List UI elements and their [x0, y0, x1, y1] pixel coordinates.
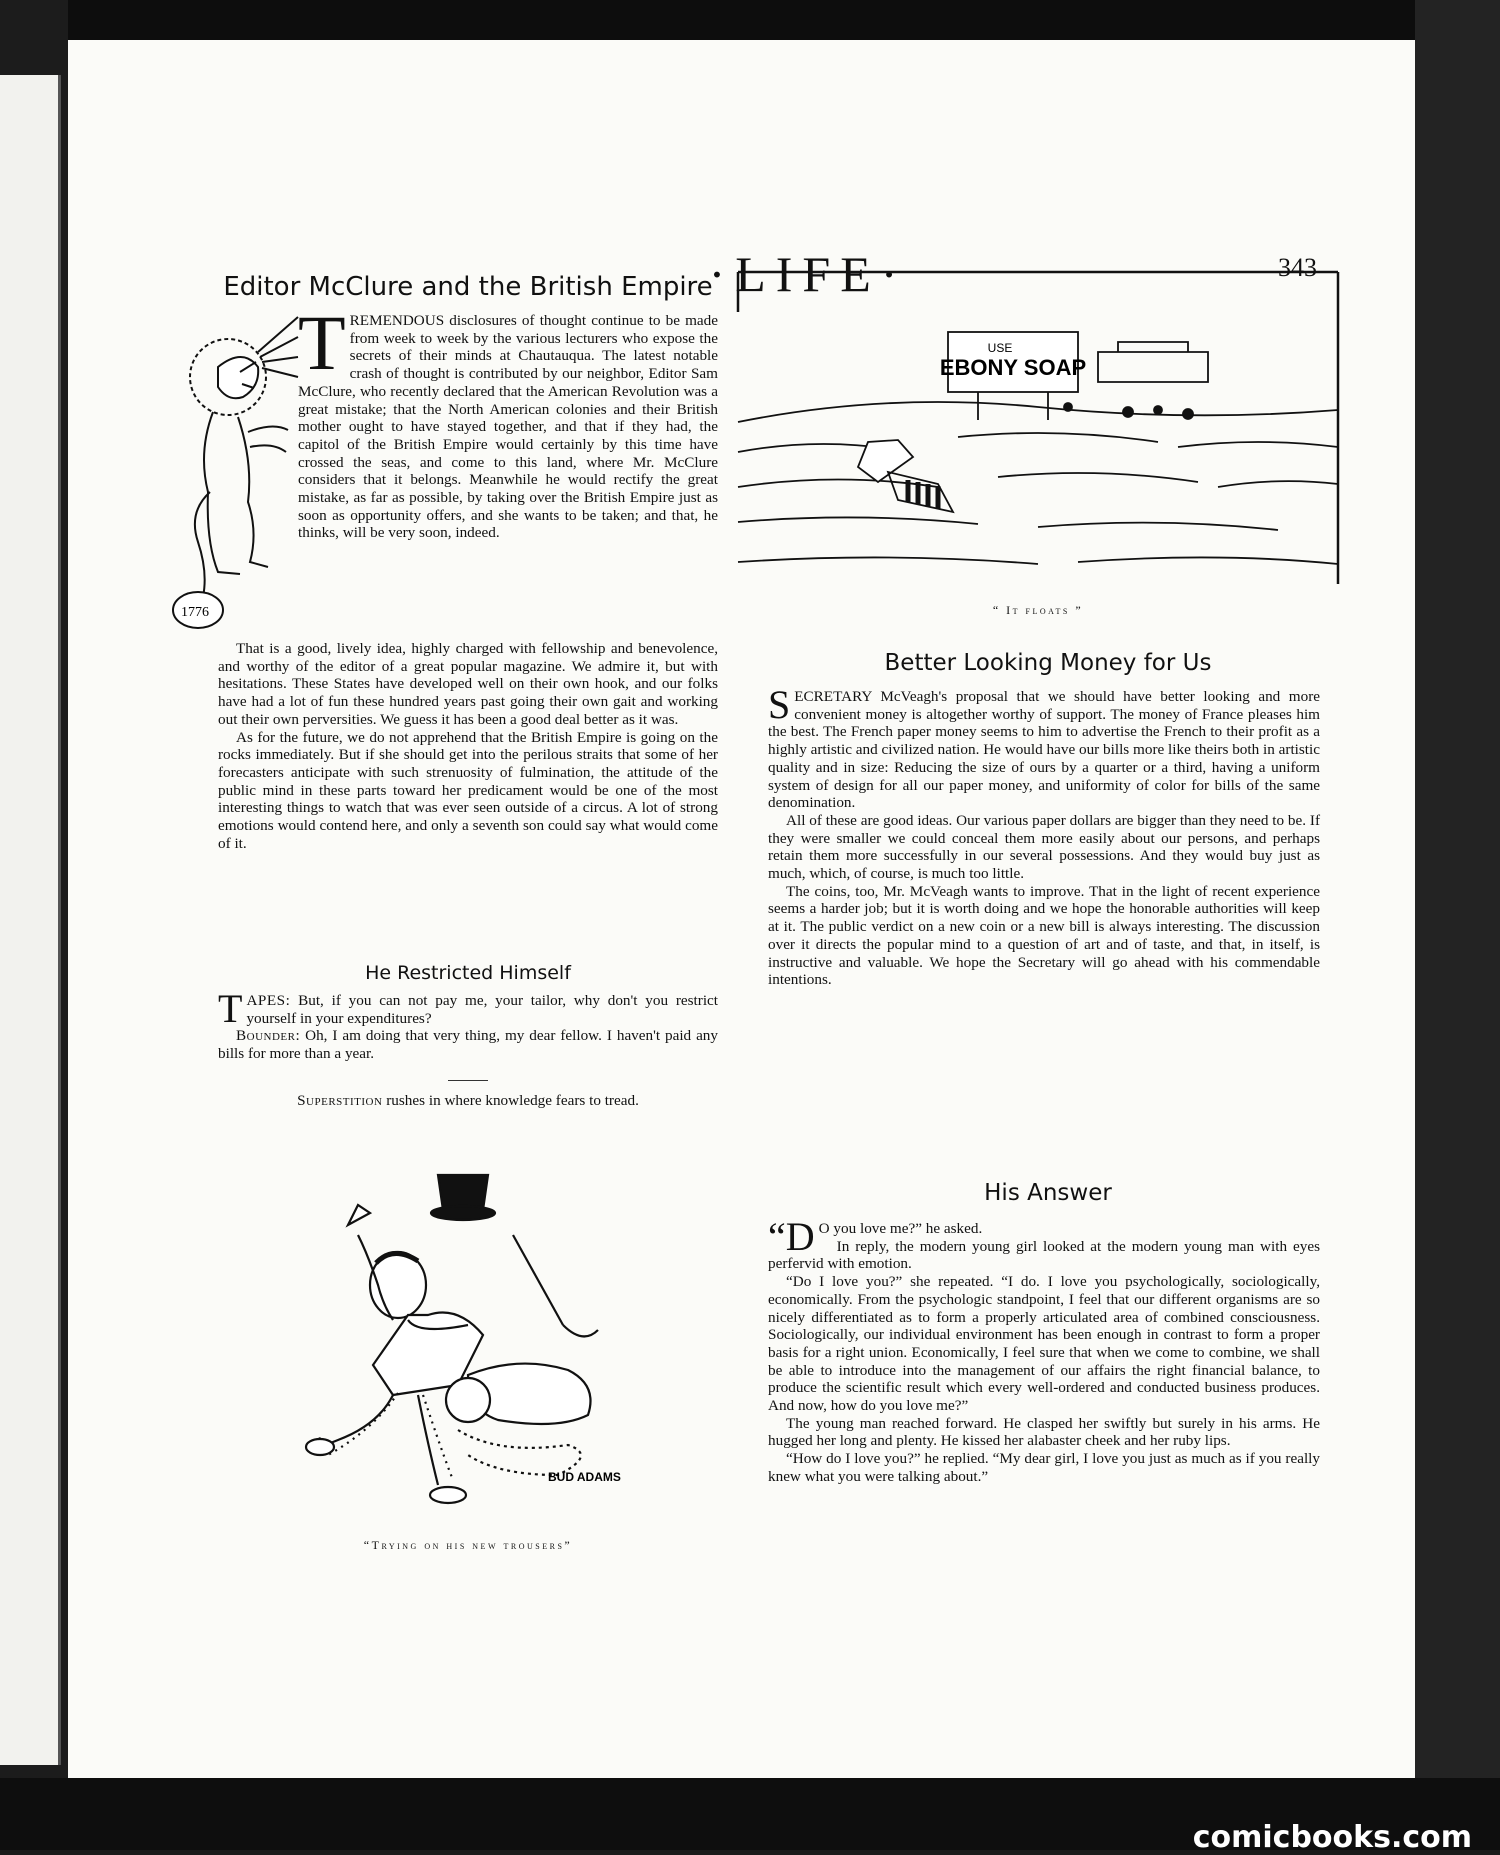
lion-illustration: [148, 312, 298, 642]
paragraph: REMENDOUS disclosures of thought continue to be made from week to week by the various lecturers who expose the secrets of their minds at Chautauqua. The latest notable crash of thought is contributed by our neighbor, Editor Sam McClure, who recently declared that the American Revolution was a great mistake; that the North American colonies and their British mother ought to have stayed together, and that if they had, the capitol of the British Empire would certainly by this time have crossed the seas, and come to this land, where Mr. McClure considers that it belongs. Meanwhile he would rectify the great mistake, as far as possible, by taking over the British Empire just as soon as opportunity offers, and she wants to be taken; and that, he thinks, will be very soon, indeed.: [298, 312, 718, 542]
facing-page-edge: [0, 75, 61, 1765]
scan-top-border: [0, 0, 1500, 40]
paragraph: All of these are good ideas. Our various paper dollars are bigger than they need to be. If they were smaller we could conceal them more easily about our persons, and perhaps retain them more successfully in our several possessions. And they would buy just as much, which, of course, is much too little.: [768, 811, 1320, 883]
page-number: 343: [1278, 253, 1317, 282]
lion-year-label: 1776: [181, 605, 209, 620]
dialogue-line: But, if you can not pay me, your tailor, why don't you restrict yourself in your expenditures?: [246, 992, 719, 1027]
article-body-answer: [768, 1214, 1320, 1486]
cartoon-caption-floats: “ It floats ”: [992, 603, 1084, 617]
drop-cap: T: [218, 986, 243, 1031]
article-title-mcclure: Editor McClure and the British Empire: [223, 272, 713, 302]
sign-main-text: EBONY SOAP: [939, 355, 1087, 380]
cartoon-signature: BUD ADAMS: [548, 1470, 621, 1484]
dialogue-line: Oh, I am doing that very thing, my dear fellow. I haven't paid any bills for more than a year.: [218, 1027, 718, 1063]
paragraph: That is a good, lively idea, highly charged with fellowship and benevolence, and worthy of the editor of a great popular magazine. We admire it, but with hesitations. These States have developed well on their own hook, and our folks have had a lot of fun these hundred years past going their own gait and working out their own perversities. We guess it has been a good deal better as it was.: [218, 640, 718, 728]
quip-lead: Superstition: [297, 1092, 383, 1109]
paragraph: “How do I love you?” he replied. “My dear girl, I love you just as much as if you really knew what you were talking about.”: [768, 1450, 1320, 1485]
paragraph: In reply, the modern young girl looked at the modern young man with eyes perfervid with emotion.: [768, 1237, 1320, 1273]
paragraph: ECRETARY McVeagh's proposal that we should have better looking and more convenient money is altogether worthy of support. The money of France pleases him the best. The French paper money seems to him to advertise the French to their profit as a highly artistic and civilized nation. He would have our bills more like theirs both in artistic quality and in size: Reducing the size of ours by a quarter or a third, having a uniform system of design for all our paper money, and uniformity of color for bills of the same denomination.: [768, 688, 1320, 812]
trousers-cartoon: [298, 1155, 678, 1525]
sign-top-text: USE: [987, 341, 1013, 355]
article-title-restricted: He Restricted Himself: [365, 962, 571, 984]
article-body-mcclure-cont: [218, 640, 718, 852]
article-body-money: [768, 682, 1320, 989]
paragraph: As for the future, we do not apprehend that the British Empire is going on the rocks immediately. But if she should get into the perilous straits that some of her forecasters anticipate with such strenuosity of fulmination, the attitude of the public mind in these parts toward her predicament would be one of the most interesting things to watch that was ever seen outside of a circus. A lot of strong emotions would contend here, and only a seventh son could say what would come of it.: [218, 728, 718, 852]
paragraph: O you love me?” he asked.: [818, 1220, 983, 1237]
ebony-soap-cartoon: [738, 272, 1338, 584]
drop-cap: “D: [768, 1214, 815, 1259]
masthead: ·LIFE·: [708, 246, 908, 302]
article-title-money: Better Looking Money for Us: [884, 650, 1212, 676]
drop-cap: S: [768, 682, 791, 727]
divider: [448, 1080, 488, 1081]
cartoon-caption-trousers: “Trying on his new trousers”: [363, 1538, 573, 1552]
watermark: comicbooks.com: [1192, 1820, 1472, 1855]
article-body-restricted: [218, 986, 719, 1063]
quip: [218, 1092, 718, 1110]
quip-text: rushes in where knowledge fears to tread.: [386, 1092, 639, 1109]
paragraph: “Do I love you?” she repeated. “I do. I love you psychologically, sociologically, economically. From the psychologic standpoint, I feel that our different organisms are so nicely differentiated as to form a properly articulated area of combined consciousness. Sociologically, our individual environment has been enough in contrast to form a proper basis for a right union. Economically, I feel sure that when we come to combine, we shall be able to introduce into the management of our affairs the right financial balance, to produce the scientific result which every well-ordered and conducted business produces. And now, how do you love me?”: [768, 1273, 1320, 1415]
speaker-label: Bounder:: [236, 1027, 301, 1045]
article-title-answer: His Answer: [984, 1180, 1112, 1206]
speaker-label: APES:: [246, 992, 291, 1009]
scan-right-border: [1415, 0, 1500, 1850]
magazine-page: [68, 40, 1415, 1778]
paragraph: The coins, too, Mr. McVeagh wants to improve. That in the light of recent experience seems a harder job; but it is worth doing and we hope the honorable authorities will keep at it. The public verdict on a new coin or a new bill is always interesting. The discussion over it directs the popular mind to a question of art and of taste, and that, in itself, is instructive and valuable. We hope the Secretary will go ahead with his commendable intentions.: [768, 882, 1320, 989]
article-body-mcclure: [298, 299, 718, 542]
paragraph: The young man reached forward. He clasped her swiftly but surely in his arms. He hugged her long and plenty. He kissed her alabaster cheek and her ruby lips.: [768, 1414, 1320, 1450]
drop-cap: T: [298, 299, 346, 386]
